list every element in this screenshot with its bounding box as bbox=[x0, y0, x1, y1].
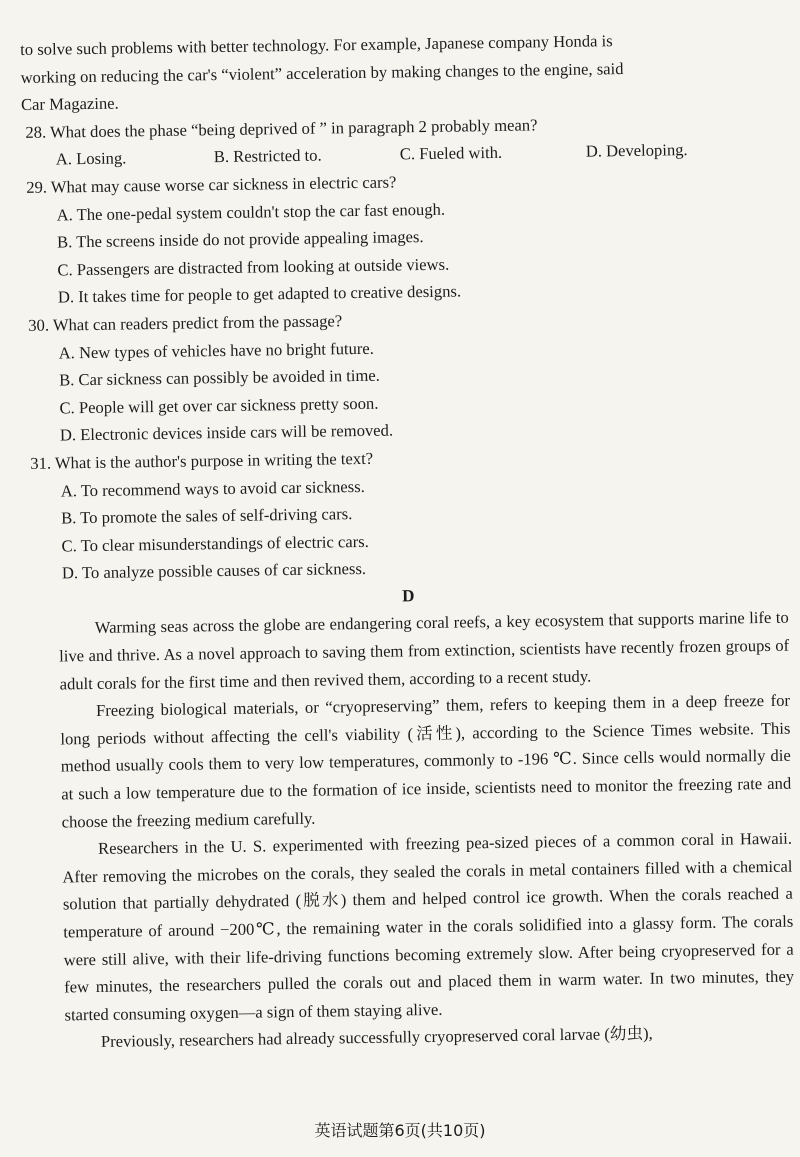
option-c: C. Passengers are distracted from looking at outside views. bbox=[57, 254, 450, 280]
option-d: D. It takes time for people to get adapted to creative designs. bbox=[57, 281, 462, 307]
option-a: A. New types of vehicles have no bright future. bbox=[58, 338, 375, 362]
option-d: D. To analyze possible causes of car sickness. bbox=[61, 559, 367, 583]
question-stem: 28. What does the phase “being deprived of ” in paragraph 2 probably mean? bbox=[25, 115, 538, 142]
question-29 bbox=[22, 163, 784, 312]
passage-paragraph: Freezing biological materials, or “cryopreserving” them, refers to keeping them in a deep freeze for long periods without affecting the cell's viability (活性), according to the Science Times website. This method usually cools them to very low temperatures, commonly to -196 ℃. Since cells would normally die at such a low temperature due to the formation of ice inside, scientists need to monitor the freezing rate and choose the freezing medium carefully. bbox=[60, 690, 792, 832]
option-a: A. To recommend ways to avoid car sickness. bbox=[60, 476, 365, 500]
passage-paragraph: Researchers in the U. S. experimented with freezing pea-sized pieces of a common coral in Hawaii. After removing the microbes on the corals, they sealed the corals in metal containers filled with a chemical solution that partially dehydrated (脱水) them and helped control ice growth. When the corals reached a temperature of around −200℃, the remaining water in the corals solidified into a glassy form. The corals were still alive, with their life-driving functions becoming extremely slow. After being cryopreserved for a few minutes, the researchers pulled the corals out and placed them in warm water. In two minutes, they started consuming oxygen—a sign of them staying alive. bbox=[62, 828, 795, 1025]
option-a: A. The one-pedal system couldn't stop the car fast enough. bbox=[56, 199, 446, 225]
question-stem: 29. What may cause worse car sickness in electric cars? bbox=[26, 172, 397, 197]
option-c: C. Fueled with. bbox=[399, 143, 503, 164]
question-30 bbox=[24, 301, 786, 450]
question-stem: 31. What is the author's purpose in writing the text? bbox=[30, 448, 374, 473]
option-c: C. People will get over car sickness pretty soon. bbox=[59, 393, 379, 418]
option-d: D. Developing. bbox=[585, 140, 688, 161]
intro-line: working on reducing the car's “violent” acceleration by making changes to the engine, said bbox=[20, 58, 624, 87]
intro-line: Car Magazine. bbox=[20, 93, 119, 115]
option-b: B. Restricted to. bbox=[213, 145, 322, 167]
option-d: D. Electronic devices inside cars will be removed. bbox=[59, 420, 394, 445]
text-column bbox=[20, 25, 795, 1057]
option-a: A. Losing. bbox=[55, 148, 127, 169]
question-28 bbox=[21, 107, 782, 173]
option-b: B. Car sickness can possibly be avoided in time. bbox=[58, 365, 380, 390]
intro-line: to solve such problems with better technology. For example, Japanese company Honda is bbox=[20, 31, 613, 59]
page-footer: 英语试题第6页(共10页) bbox=[314, 1121, 486, 1140]
option-b: B. The screens inside do not provide appealing images. bbox=[56, 227, 424, 252]
question-stem: 30. What can readers predict from the passage? bbox=[28, 311, 343, 335]
section-heading: D bbox=[402, 586, 415, 606]
option-b: B. To promote the sales of self-driving cars. bbox=[61, 504, 353, 528]
passage-paragraph: Previously, researchers had already successfully cryopreserved coral larvae (幼虫), bbox=[100, 1024, 653, 1052]
option-c: C. To clear misunderstandings of electric cars. bbox=[61, 531, 369, 556]
passage-paragraph: Warming seas across the globe are endangering coral reefs, a key ecosystem that supports marine life to live and thrive. As a novel approach to saving them from extinction, scientists have recently frozen groups of adult corals for the first time and then revived them, according to a recent study. bbox=[59, 608, 790, 694]
question-31 bbox=[26, 439, 788, 588]
